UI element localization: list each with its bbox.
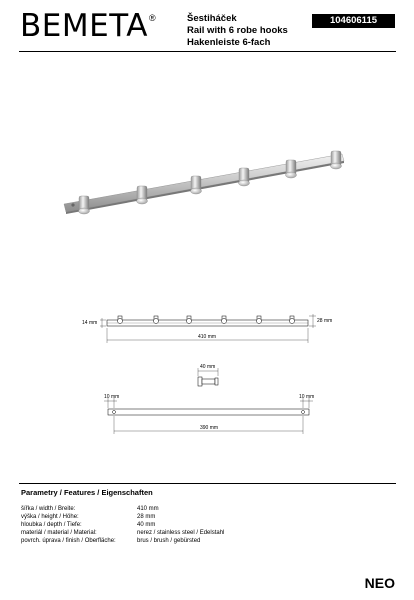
parameters-divider (19, 483, 396, 484)
hook-4 (239, 168, 250, 186)
hook-1 (79, 196, 90, 214)
hook-3 (191, 176, 202, 194)
front-height-left-label: 14 mm (82, 320, 98, 326)
hook-5 (286, 160, 297, 178)
spec-label: materiál / material / Material: (21, 530, 97, 536)
side-view-drawing (198, 368, 218, 386)
title-cz: Šestiháček (187, 13, 237, 24)
spec-row (21, 537, 224, 545)
hook-2 (137, 186, 148, 204)
registered-mark: ® (148, 13, 156, 23)
spec-value: 410 mm (137, 506, 159, 512)
spec-row (21, 529, 224, 537)
spec-row (21, 513, 224, 521)
spec-value: brus / brush / gebürsted (137, 538, 201, 544)
parameters-heading: Parametry / Features / Eigenschaften (21, 488, 153, 497)
spec-row (21, 521, 224, 529)
brand-name: BEMETA (20, 8, 148, 44)
series-name: NEO (364, 575, 395, 591)
product-code-badge: 104606115 (312, 14, 395, 28)
spec-label: povrch. úprava / finish / Oberfläche: (21, 538, 116, 544)
front-height-right-label: 28 mm (317, 318, 333, 324)
front-width-label: 410 mm (198, 334, 217, 340)
spec-value: 28 mm (137, 514, 156, 520)
back-offset-left-label: 10 mm (104, 394, 120, 400)
parameters-table (21, 505, 224, 545)
product-photo (64, 151, 344, 214)
side-depth-label: 40 mm (200, 364, 216, 370)
back-offset-right-label: 10 mm (299, 394, 315, 400)
title-de: Hakenleiste 6-fach (187, 37, 271, 48)
spec-label: výška / height / Höhe: (21, 514, 79, 520)
spec-value: 40 mm (137, 522, 156, 528)
spec-label: hloubka / depth / Tiefe: (21, 522, 82, 528)
hook-6 (331, 151, 342, 169)
spec-row (21, 505, 224, 513)
title-en: Rail with 6 robe hooks (187, 25, 288, 36)
spec-label: šířka / width / Breite: (21, 506, 76, 512)
back-hole-spacing-label: 390 mm (200, 425, 219, 431)
spec-value: nerez / stainless steel / Edelstahl (137, 530, 225, 536)
